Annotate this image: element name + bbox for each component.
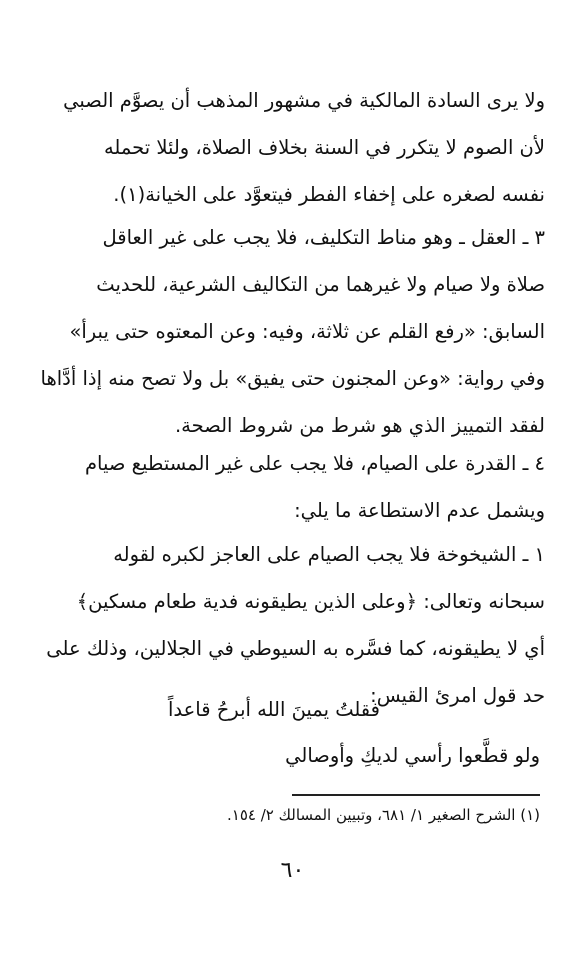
text-line: أي لا يطيقونه، كما فسَّره به السيوطي في الجلالين، وذلك على (46, 637, 545, 660)
text-line: لفقد التمييز الذي هو شرط من شروط الصحة. (174, 414, 545, 437)
poetry-verse-first-hemistich: فقلتُ يمينَ الله أبرحُ قاعداً (167, 698, 380, 721)
paragraph-old-age (40, 531, 545, 719)
paragraph-ability-condition (40, 440, 545, 534)
text-line: وفي رواية: «وعن المجنون حتى يفيق» بل ولا تصح منه إذا أدَّاها (40, 367, 545, 390)
page-number: ٦٠ (280, 858, 305, 883)
paragraph-sanity-condition (40, 214, 545, 449)
text-line: حد قول امرئ القيس: (370, 684, 545, 707)
text-line: ولا يرى السادة المالكية في مشهور المذهب أن يصوَّم الصبي (63, 89, 545, 112)
text-line: ١ ـ الشيخوخة فلا يجب الصيام على العاجز لكبره لقوله (113, 543, 545, 566)
text-line: السابق: «رفع القلم عن ثلاثة، وفيه: وعن المعتوه حتى يبرأ» (69, 320, 545, 343)
text-line: ٣ ـ العقل ـ وهو مناط التكليف، فلا يجب على غير العاقل (102, 226, 545, 249)
text-line: ويشمل عدم الاستطاعة ما يلي: (294, 499, 545, 522)
text-line: صلاة ولا صيام ولا غيرهما من التكاليف الشرعية، للحديث (96, 273, 545, 296)
poetry-verse-second-hemistich: ولو قطَّعوا رأسي لديكِ وأوصالي (285, 744, 540, 767)
text-line: ٤ ـ القدرة على الصيام، فلا يجب على غير المستطيع صيام (84, 452, 545, 475)
text-line: لأن الصوم لا يتكرر في السنة بخلاف الصلاة، ولئلا تحمله (103, 136, 545, 159)
paragraph-youth-fasting (40, 77, 545, 218)
text-line: سبحانه وتعالى: ﴿وعلى الذين يطيقونه فدية طعام مسكين﴾ (76, 590, 545, 613)
text-line: نفسه لصغره على إخفاء الفطر فيتعوَّد على الخيانة(١). (113, 183, 545, 206)
footnote-separator (292, 794, 540, 796)
footnote: (١) الشرح الصغير ١/ ٦٨١، وتبيين المسالك ٢/ ١٥٤. (227, 806, 540, 824)
